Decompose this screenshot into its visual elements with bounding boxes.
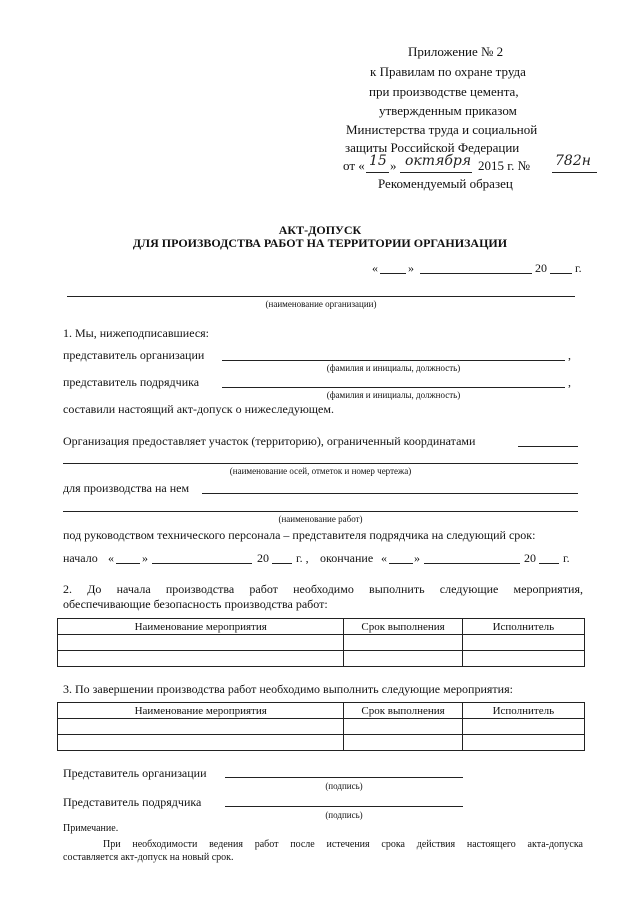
start-close-quote: » [142,551,148,565]
appendix-line-5: Министерства труда и социальной [346,122,538,137]
appendix-number-line [552,172,597,173]
table-row[interactable] [58,651,585,667]
end-month-input[interactable] [424,563,520,564]
rep-org-input[interactable] [222,360,565,361]
note-label: Примечание. [63,823,119,834]
note-line2: составляется акт-допуск на новый срок. [63,852,234,863]
start-year-input[interactable] [272,563,292,564]
sign-org-label: Представитель организации [63,766,207,780]
start-month-input[interactable] [152,563,252,564]
appendix-line-2: к Правилам по охране труда [370,64,526,79]
appendix-line-6: защиты Российской Федерации [345,140,520,155]
recommended-sample: Рекомендуемый образец [378,176,513,191]
section2-heading-line1: 2. До начала производства работ необходимо выполнить следующие мероприятия, [63,582,583,596]
table-cell[interactable] [344,651,462,667]
sign-org-input[interactable] [225,777,463,778]
table-header-row [58,703,585,719]
appendix-line-3: при производстве цемента, [369,84,519,99]
coordinates-input[interactable] [518,446,578,447]
guidance-text: под руководством технического персонала – представителя подрядчика на следующий срок: [63,528,536,542]
provides-text: Организация предоставляет участок (территорию), ограниченный координатами [63,434,476,448]
section1-heading: 1. Мы, нижеподписавшиеся: [63,326,209,340]
compiled-text: составили настоящий акт-допуск о нижеследующем. [63,402,334,416]
table-row[interactable] [58,719,585,735]
start-year-suffix: г. , [296,551,309,565]
appendix-date-year: 2015 г. № [478,158,531,173]
fio1-hint: (фамилия и инициалы, должность) [326,363,461,373]
sign-contractor-input[interactable] [225,806,463,807]
appendix-date-prefix: от « [343,158,365,173]
table-cell[interactable] [58,635,344,651]
for-work-label: для производства на нем [63,481,190,495]
appendix-month-line [400,172,472,173]
table-cell[interactable] [462,651,584,667]
date-year-input[interactable] [550,273,572,274]
table-cell[interactable] [462,719,584,735]
date-year-suffix: г. [575,261,582,275]
rep-contractor-comma: , [568,375,571,389]
end-year-input[interactable] [539,563,559,564]
date-close-quote: » [408,261,414,275]
end-label: окончание [320,551,374,565]
table-row[interactable] [58,635,585,651]
doc-subtitle: ДЛЯ ПРОИЗВОДСТВА РАБОТ НА ТЕРРИТОРИИ ОРГАНИЗАЦИИ [132,236,508,250]
start-label: начало [63,551,98,565]
section2-heading-line2: обеспечивающие безопасность производства работ: [63,597,328,611]
date-month-input[interactable] [420,273,532,274]
start-day-input[interactable] [116,563,140,564]
table-cell[interactable] [462,735,584,751]
end-year-prefix: 20 [524,551,536,565]
table-cell[interactable] [58,651,344,667]
end-close-quote: » [414,551,420,565]
rep-org-label: представитель организации [63,348,205,362]
fio2-hint: (фамилия и инициалы, должность) [326,390,461,400]
axes-hint: (наименование осей, отметок и номер чертежа) [229,466,412,476]
start-year-prefix: 20 [257,551,269,565]
table-cell[interactable] [462,635,584,651]
col-header-executor: Исполнитель [462,619,584,635]
org-name-input[interactable] [67,296,575,297]
appendix-line-4: утвержденным приказом [379,103,517,118]
table-header-row [58,619,585,635]
table-cell[interactable] [58,735,344,751]
col-header-measure: Наименование мероприятия [58,619,344,635]
date-day-input[interactable] [380,273,406,274]
sign-contractor-label: Представитель подрядчика [63,795,202,809]
end-open-quote: « [381,551,387,565]
end-year-suffix: г. [563,551,570,565]
col-header-deadline: Срок выполнения [344,703,462,719]
sign1-hint: (подпись) [325,781,363,791]
end-day-input[interactable] [389,563,413,564]
rep-contractor-input[interactable] [222,387,565,388]
table-cell[interactable] [344,735,462,751]
col-header-deadline: Срок выполнения [344,619,462,635]
appendix-day-line [366,172,389,173]
col-header-executor: Исполнитель [462,703,584,719]
section3-heading: 3. По завершении производства работ необходимо выполнить следующие мероприятия: [63,682,513,696]
date-year-prefix: 20 [535,261,547,275]
appendix-date-close: » [390,158,397,173]
table-cell[interactable] [344,635,462,651]
appendix-date-month: октября [405,153,472,169]
org-name-hint: (наименование организации) [265,299,377,309]
start-open-quote: « [108,551,114,565]
date-open-quote: « [372,261,378,275]
col-header-measure: Наименование мероприятия [58,703,344,719]
doc-title: АКТ-ДОПУСК [278,223,362,237]
section3-table [57,702,585,751]
rep-org-comma: , [568,348,571,362]
table-cell[interactable] [58,719,344,735]
work-input-2[interactable] [63,511,578,512]
appendix-order-number: 782н [555,153,591,169]
appendix-date-day: 15 [369,153,387,169]
sign2-hint: (подпись) [325,810,363,820]
table-cell[interactable] [344,719,462,735]
work-input[interactable] [202,493,578,494]
appendix-line-1: Приложение № 2 [408,44,504,59]
table-row[interactable] [58,735,585,751]
works-hint: (наименование работ) [278,514,363,524]
note-line1: При необходимости ведения работ после истечения срока действия настоящего акта-допуска [103,839,583,850]
section2-table [57,618,585,667]
rep-contractor-label: представитель подрядчика [63,375,200,389]
coordinates-input-2[interactable] [63,463,578,464]
